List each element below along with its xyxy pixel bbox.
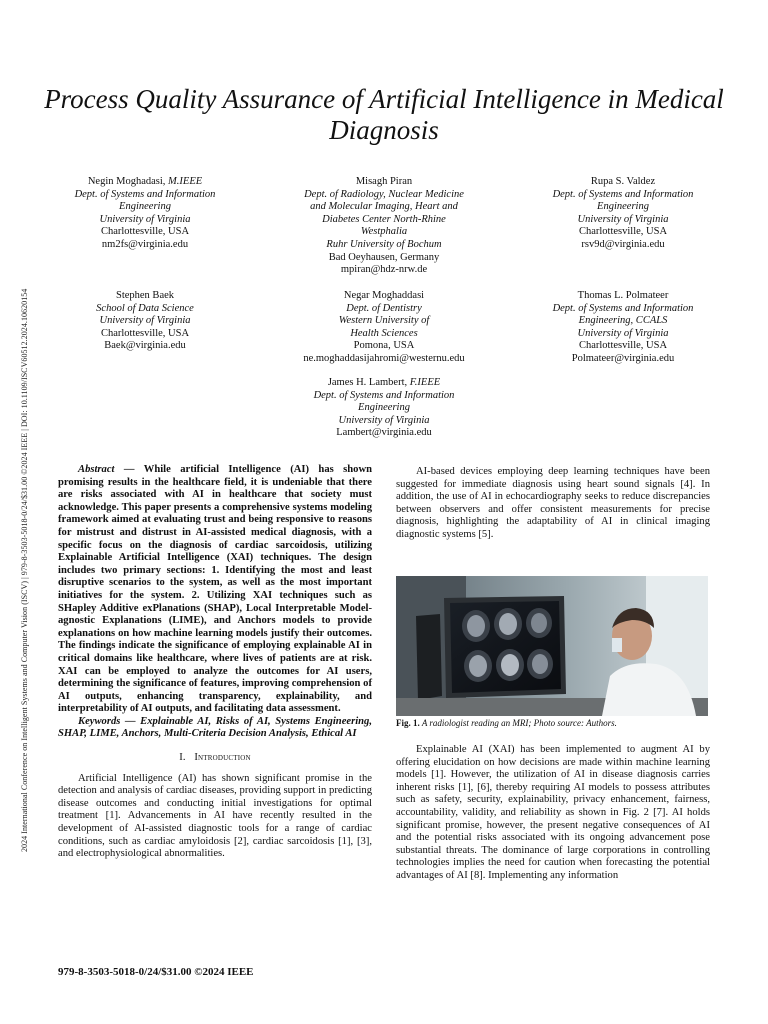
author-name: Stephen Baek [115,290,175,301]
author-affiliation: Dept. of Systems and Information Engineering University of Virginia [74,188,216,225]
author-name: Misagh Piran [355,176,413,187]
figure-caption [396,718,716,729]
author-email[interactable]: Polmateer@virginia.edu [571,352,675,364]
author-location: Pomona, USA [353,340,415,352]
footer-copyright: 979-8-3503-5018-0/24/$31.00 ©2024 IEEE [58,966,254,978]
author-affiliation: School of Data Science University of Virginia [96,302,194,327]
section-heading-introduction: I. Introduction [179,752,251,764]
author-location: Charlottesville, USA [100,327,190,339]
author-affiliation: Dept. of Systems and Information Engineering University of Virginia [552,188,694,225]
author-block [269,176,499,277]
author-block [269,377,499,440]
author-block [269,290,499,366]
author-name: Negin Moghadasi, M.IEEE [87,176,203,187]
abstract-text: While artificial Intelligence (AI) has shown promising results in the healthcare field, it is undeniable that there are risks associated with AI in healthcare that society must acknowledge. This paper presents a comprehensive systems modeling framework aimed at evaluating trust and being responsive to reasons for mistrust and distrust in AI-assisted medical diagnosis, with a specific focus on the diagnosis of cardiac sarcoidosis, utilizing Explainable Artificial Intelligence (XAI) techniques. The design includes two primary sections: 1. Identifying the most and least disruptive scenarios to the system, as well as the most important initiatives for the system. 2. Utilizing XAI techniques such as SHapley Additive exPlanations (SHAP), Local Interpretable Model-agnostic Explanations (LIME), and Anchors models to provide explanations on how machine learning models justify their outcomes. The findings indicate the significance of employing explainable AI in critical domains like healthcare, where lives of patients are at risk. XAI can be employed to analyze the outcomes for AI users, determining the significance of features, improving comprehension of AI outputs, enhancing transparency, explainability, and interpretability of AI outputs, and facilitating data assessment. [58,464,372,715]
author-block [508,176,738,252]
abstract: Abstract — While artificial Intelligence (AI) has shown promising results in the healthcare field, it is undeniable that there are risks associated with AI in healthcare that society must acknowledge. This paper presents a comprehensive systems modeling framework aimed at evaluating trust and being responsive to reasons for mistrust and distrust in AI-assisted medical diagnosis, with a specific focus on the diagnosis of cardiac sarcoidosis, utilizing Explainable Artificial Intelligence (XAI) techniques. The design includes two primary sections: 1. Identifying the most and least disruptive scenarios to the system, as well as the most important initiatives for the system. 2. Utilizing XAI techniques such as SHapley Additive exPlanations (SHAP), Local Interpretable Model-agnostic Explanations (LIME), and Anchors models to provide explanations on how machine learning models justify their outcomes. The findings indicate the significance of employing explainable AI in critical domains like healthcare, where lives of patients are at risk. XAI can be employed to analyze the outcomes for AI users, determining the significance of features, improving comprehension of AI outputs, enhancing transparency, explainability, and interpretability of AI outputs, and facilitating data assessment. [58,464,372,715]
keywords: Keywords — Explainable AI, Risks of AI, Systems Engineering, SHAP, LIME, Anchors, Multi-Criteria Decision Analysis, Ethical AI [58,715,372,740]
figure-caption-text: A radiologist reading an MRI; Photo source: Authors. [419,718,617,728]
author-location: Charlottesville, USA [578,340,668,352]
author-email[interactable]: rsv9d@virginia.edu [581,238,665,250]
side-doi-text: 2024 International Conference on Intelligent Systems and Computer Vision (ISCV) | 979-8-3503-5018-0/24/$31.00 ©2024 IEEE | DOI: 10.1109/ISCV60512.2024.10620154 [20,288,29,852]
author-affiliation: Dept. of Systems and Information Engineering, CCALS University of Virginia [552,302,694,339]
author-location: Charlottesville, USA [100,226,190,238]
right-column-bottom [396,744,710,883]
author-location: Bad Oeyhausen, Germany [328,251,440,263]
author-name: Negar Moghaddasi [343,290,425,301]
author-email[interactable]: mpiran@hdz-nrw.de [340,264,428,276]
author-name: Rupa S. Valdez [590,176,656,187]
author-name: Thomas L. Polmateer [577,290,669,301]
author-email[interactable]: Lambert@virginia.edu [336,427,432,439]
figure-radiologist-mri [396,576,708,716]
right-paragraph-2: Explainable AI (XAI) has been implemented to augment AI by offering elucidation on how decisions are made within machine learning models [1]. However, the utilization of AI in disease diagnosis carries inherent risks [1], [6], thereby requiring AI models to possess attributes such as safety, security, explainability, privacy enhancement, fairness, accountability, validity, and reliability as shown in Fig. 2 [7]. AI holds significant promise, however, the present negative consequences of AI and the potential risks associated with its ongoing advancement pose substantial threats. The dominance of large corporations in controlling technologies implies the need for caution when forecasting the potential advantages of AI [8]. Implementing any information [396,744,710,881]
author-email[interactable]: ne.moghaddasijahromi@westernu.edu [303,352,465,364]
author-block [30,176,260,252]
author-email[interactable]: nm2fs@virginia.edu [101,238,189,250]
author-email[interactable]: Baek@virginia.edu [104,340,186,352]
author-affiliation: Dept. of Radiology, Nuclear Medicine and Molecular Imaging, Heart and Diabetes Center North-Rhine Westphalia Ruhr University of Bochum [304,188,464,250]
author-name: James H. Lambert, F.IEEE [327,377,441,388]
author-location: Charlottesville, USA [578,226,668,238]
left-column [58,464,372,861]
introduction-paragraph: Artificial Intelligence (AI) has shown significant promise in the detection and analysis of cardiac diseases, providing support in predicting disease outcomes and conducting initial investigations for optimal treatment [1]. Advancements in AI have recently resulted in the development of AI-assisted diagnostic tools for a range of cardiac conditions, such as cardiac amyloidosis [2], cardiac sarcoidosis [1], [3], and electrophysiological abnormalities. [58,772,372,860]
abstract-label: Abstract [78,464,115,475]
right-paragraph-1: AI-based devices employing deep learning techniques have been suggested for immediate diagnosis using heart sound signals [4]. In addition, the use of AI in echocardiography seeks to reduce discrepancies between observers and offer consistent measurements for precise diagnosis, highlighting the adaptability of AI in clinical imaging diagnostic systems [5]. [396,466,710,540]
author-affiliation: Dept. of Dentistry Western University of Health Sciences [338,302,430,339]
side-doi-note [14,176,29,852]
right-column-top [396,466,710,542]
figure-label: Fig. 1. [396,718,420,728]
author-block [508,290,738,366]
radiologist-photo [396,576,708,716]
author-affiliation: Dept. of Systems and Information Engineering University of Virginia [313,389,455,426]
author-block [30,290,260,353]
paper-title: Process Quality Assurance of Artificial Intelligence in Medical Diagnosis [44,84,724,145]
